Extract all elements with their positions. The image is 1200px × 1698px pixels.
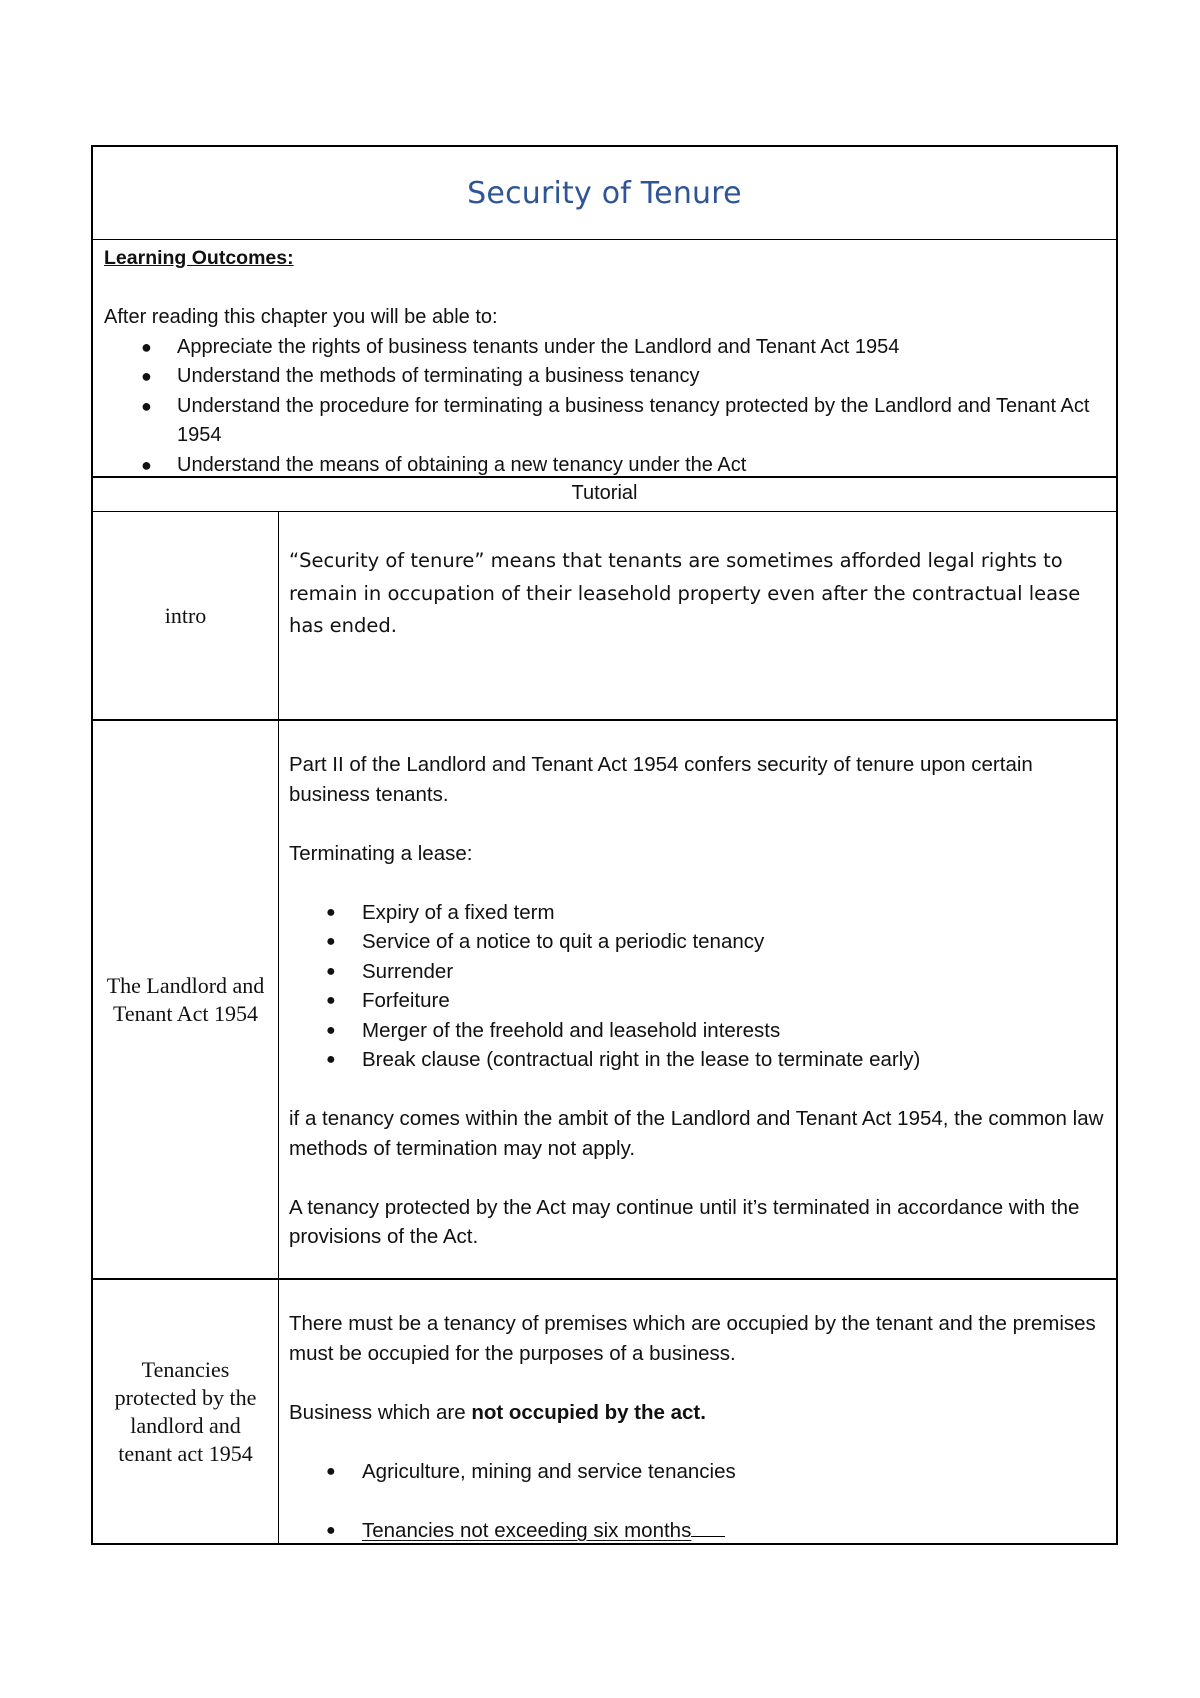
list-item-text: Service of a notice to quit a periodic tenancy [362, 930, 765, 953]
learning-outcomes-intro: After reading this chapter you will be able to: [104, 306, 498, 328]
act-paragraph-3: A tenancy protected by the Act may continue until it’s terminated in accordance with the provisions of the Act. [289, 1195, 1080, 1248]
bullet-icon: ● [326, 1021, 336, 1039]
row-label-protected: Tenancies protected by the landlord and tenant act 1954 [93, 1280, 279, 1543]
bullet-icon: ● [141, 336, 152, 357]
learning-outcomes-list [104, 333, 1106, 481]
terminating-heading: Terminating a lease: [289, 841, 473, 865]
business-exclusion-prefix: Business which are [289, 1400, 472, 1424]
business-exclusion-bold: not occupied by the act. [471, 1400, 706, 1424]
list-item [104, 362, 1106, 392]
list-item-text: Tenancies not exceeding six months [362, 1518, 692, 1542]
termination-methods-list [289, 898, 1106, 1075]
list-item [289, 1457, 1106, 1487]
table-row [93, 512, 1116, 721]
row-body-intro [279, 512, 1116, 719]
bullet-icon: ● [141, 454, 152, 475]
learning-outcomes-heading: Learning Outcomes: [104, 247, 294, 269]
list-item-text: Agriculture, mining and service tenancies [362, 1459, 736, 1483]
row-label-intro: intro [93, 512, 279, 719]
bullet-icon: ● [141, 366, 152, 386]
protected-paragraph-1: There must be a tenancy of premises which are occupied by the tenant and the premises must be occupied for the purposes of a business. [289, 1312, 1096, 1365]
bullet-icon: ● [326, 933, 336, 950]
list-item [289, 1516, 1106, 1546]
list-item-text: Understand the methods of terminating a business tenancy [177, 365, 700, 387]
row-body-protected [279, 1280, 1116, 1543]
list-item-text: Forfeiture [362, 989, 450, 1012]
title-row [93, 147, 1116, 240]
list-item-text: Expiry of a fixed term [362, 900, 555, 924]
page-title: Security of Tenure [467, 175, 742, 211]
act-paragraph-2: if a tenancy comes within the ambit of the Landlord and Tenant Act 1954, the common law methods of termination may not apply. [289, 1107, 1104, 1160]
bullet-icon: ● [326, 992, 336, 1009]
bullet-icon: ● [141, 395, 152, 416]
bullet-icon: ● [326, 903, 336, 921]
list-item-text: Merger of the freehold and leasehold interests [362, 1018, 781, 1042]
learning-outcomes-section [93, 240, 1116, 478]
row-body-act [279, 721, 1116, 1278]
bullet-icon: ● [326, 1051, 336, 1068]
list-item-text: Break clause (contractual right in the lease to terminate early) [362, 1048, 921, 1071]
list-item [289, 898, 1106, 928]
list-item [289, 1016, 1106, 1046]
row-label-act: The Landlord and Tenant Act 1954 [93, 721, 279, 1278]
tutorial-heading: Tutorial [93, 478, 1116, 512]
bullet-icon: ● [326, 1462, 336, 1480]
intro-paragraph: “Security of tenure” means that tenants are sometimes afforded legal rights to remain in occupation of their leasehold property even after the contractual lease has ended. [289, 549, 1081, 637]
bullet-icon: ● [326, 1521, 336, 1539]
list-item [104, 392, 1106, 451]
list-item [289, 986, 1106, 1016]
content-table [91, 145, 1118, 1545]
business-exclusion-heading [289, 1398, 1106, 1428]
list-item-text: Surrender [362, 959, 454, 983]
table-row [93, 721, 1116, 1280]
bullet-icon: ● [326, 962, 336, 980]
act-paragraph-1: Part II of the Landlord and Tenant Act 1954 confers security of tenure upon certain business tenants. [289, 753, 1033, 806]
list-item-text: Understand the means of obtaining a new tenancy under the Act [177, 453, 747, 476]
list-item-text: Appreciate the rights of business tenants under the Landlord and Tenant Act 1954 [177, 335, 900, 358]
list-item [104, 451, 1106, 481]
list-item [289, 957, 1106, 987]
list-item [104, 333, 1106, 363]
table-row [93, 1280, 1116, 1543]
exclusions-list [289, 1457, 1106, 1546]
list-item [289, 927, 1106, 957]
list-item [289, 1045, 1106, 1075]
underline-extension [691, 1516, 725, 1537]
list-item-text: Understand the procedure for terminating a business tenancy protected by the Landlord and Tenant Act 1954 [177, 394, 1090, 446]
